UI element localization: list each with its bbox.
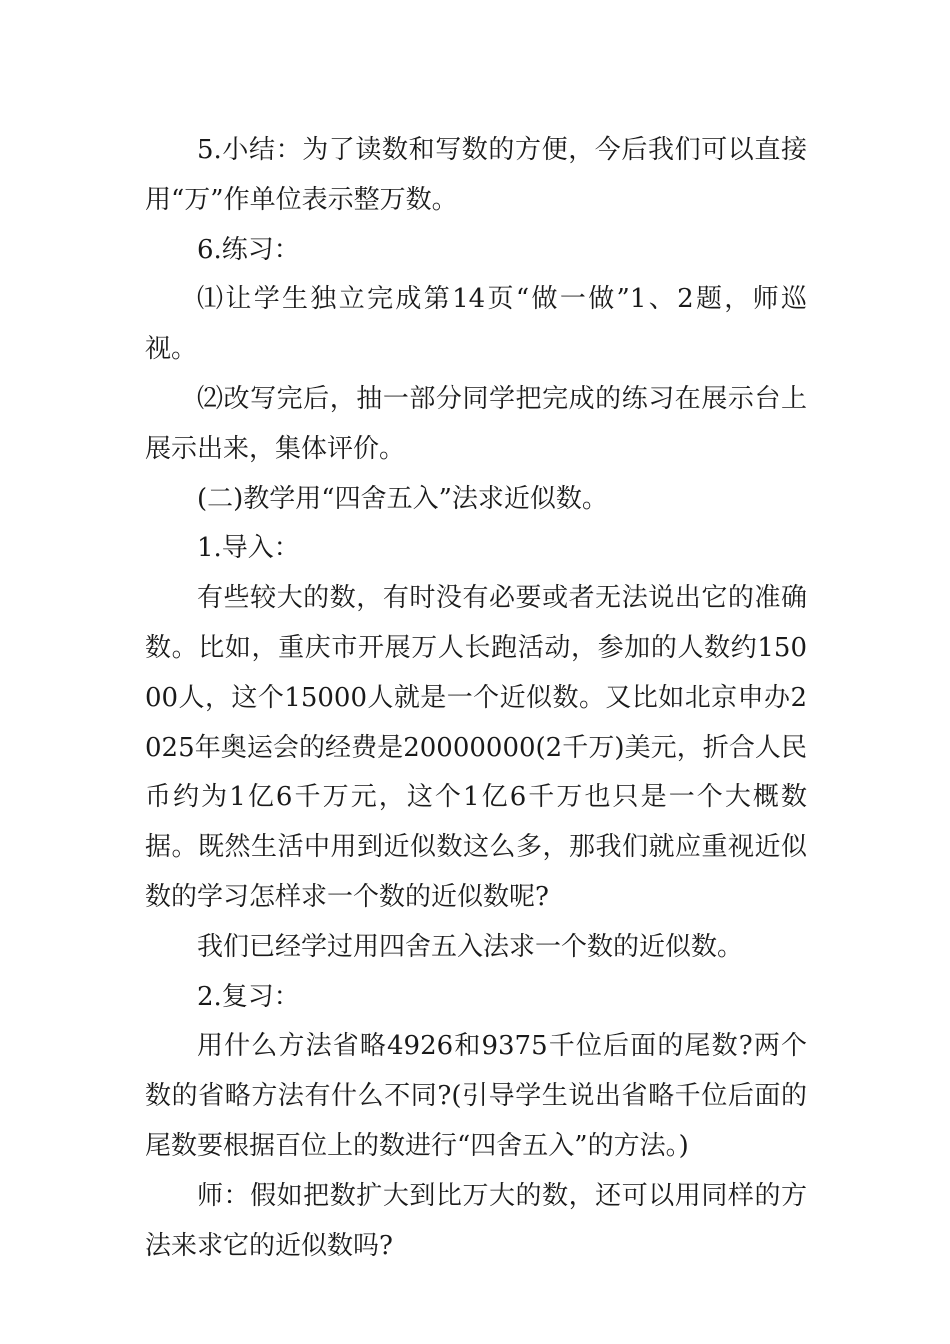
- paragraph-intro-heading: 1.导入：: [197, 533, 300, 564]
- paragraph-review-body: 用什么方法省略4926和9375千位后面的尾数?两个数的省略方法有什么不同?(引导学生说出省略千位后面的尾数要根据百位上的数进行“四舍五入”的方法。): [145, 1031, 807, 1161]
- paragraph-practice-item-1: ⑴让学生独立完成第14页“做一做”1、2题，师巡视。: [145, 284, 807, 365]
- paragraph-intro-recap: 我们已经学过用四舍五入法求一个数的近似数。: [197, 931, 744, 962]
- paragraph-section-heading: (二)教学用“四舍五入”法求近似数。: [197, 483, 608, 514]
- paragraph-teacher-question: 师：假如把数扩大到比万大的数，还可以用同样的方法来求它的近似数吗?: [145, 1180, 807, 1261]
- paragraph-practice-item-2: ⑵改写完后，抽一部分同学把完成的练习在展示台上展示出来，集体评价。: [145, 383, 807, 464]
- document-body: [145, 126, 807, 1271]
- paragraph-practice-heading: 6.练习：: [197, 234, 300, 265]
- paragraph-review-heading: 2.复习：: [197, 981, 300, 1012]
- paragraph-intro-body: 有些较大的数，有时没有必要或者无法说出它的准确数。比如，重庆市开展万人长跑活动，参加的人数约15000人，这个15000人就是一个近似数。又比如北京申办2025年奥运会的经费是20000000(2千万)美元，折合人民币约为1亿6千万元，这个1亿6千万也只是一个大概数据。既然生活中用到近似数这么多，那我们就应重视近似数的学习怎样求一个数的近似数呢?: [145, 583, 807, 912]
- paragraph-summary: 5.小结：为了读数和写数的方便，今后我们可以直接用“万”作单位表示整万数。: [145, 135, 807, 215]
